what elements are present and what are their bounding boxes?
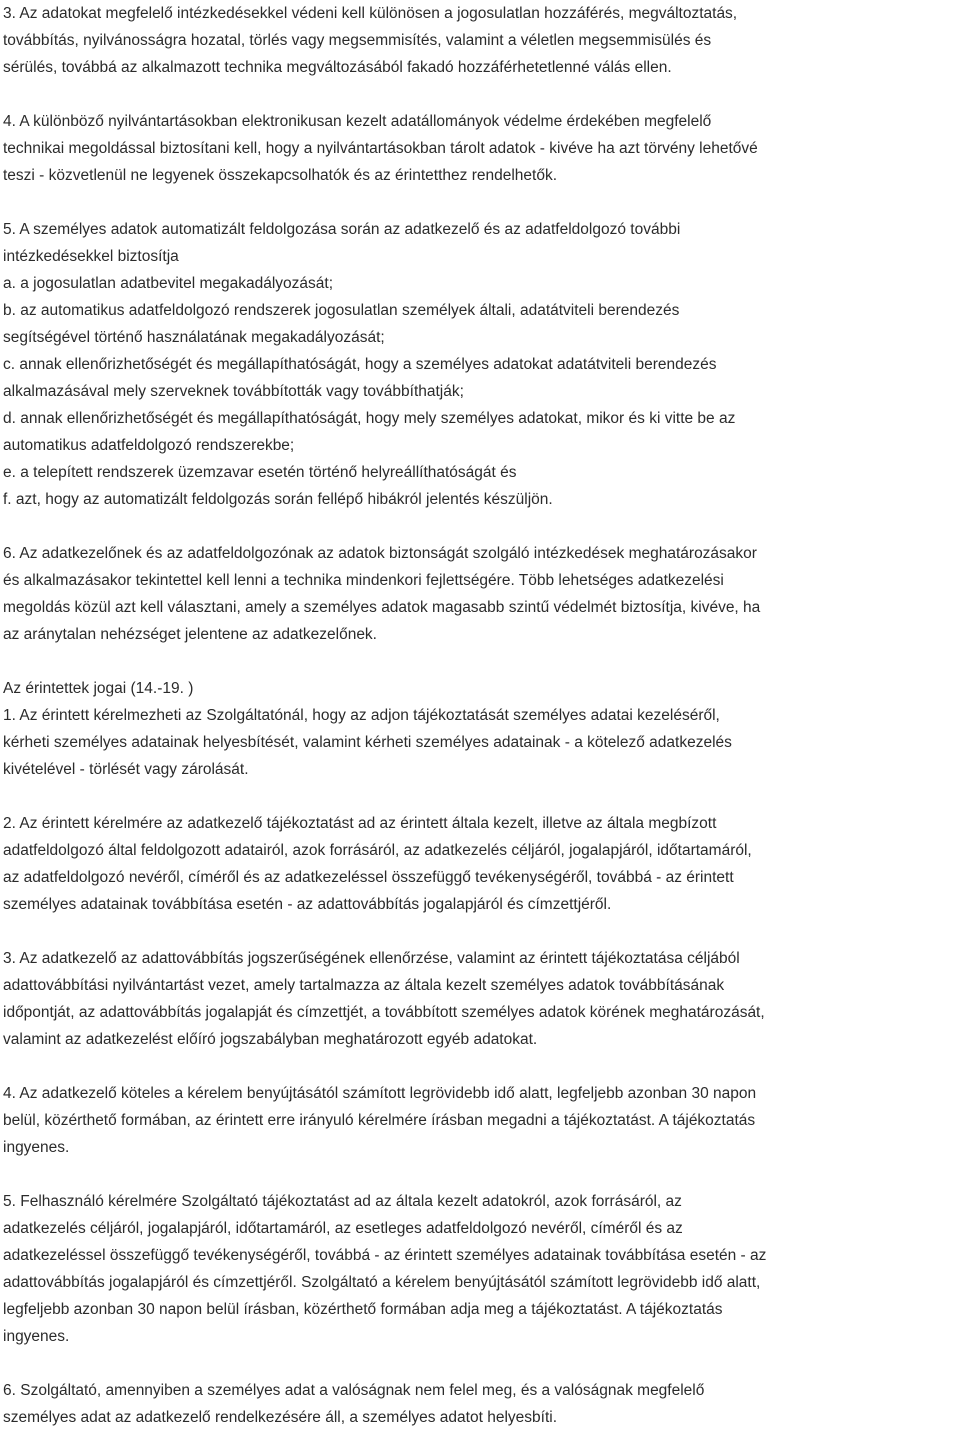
rights-paragraph-1 (3, 702, 957, 783)
text-line: valamint az adatkezelést előíró jogszabályban meghatározott egyéb adatokat. (3, 1031, 538, 1048)
text-line: 4. Az adatkezelő köteles a kérelem benyújtásától számított legrövidebb idő alatt, legfeljebb azonban 30 napon (3, 1085, 757, 1102)
text-line: automatikus adatfeldolgozó rendszerekbe; (3, 437, 295, 454)
text-line: adatkezelés céljáról, jogalapjáról, időtartamáról, az esetleges adatfeldolgozó nevéről, címéről és az (3, 1220, 683, 1237)
text-line: 6. Szolgáltató, amennyiben a személyes adat a valóságnak nem felel meg, és a valóságnak megfelelő (3, 1382, 705, 1399)
paragraph-section-3 (3, 0, 957, 81)
text-line: adattovábbítási nyilvántartást vezet, amely tartalmazza az általa kezelt személyes adatok továbbításának (3, 977, 725, 994)
list-item-b: b. az automatikus adatfeldolgozó rendszerek jogosulatlan személyek általi, adatátviteli berendezés (3, 302, 680, 319)
text-line: megoldás közül azt kell választani, amely a személyes adatok magasabb szintű védelmét biztosítja, kivéve, ha (3, 599, 761, 616)
text-line: teszi - közvetlenül ne legyenek összekapcsolhatók és az érintetthez rendelhetők. (3, 167, 558, 184)
text-line: az aránytalan nehézséget jelentene az adatkezelőnek. (3, 626, 377, 643)
text-line: 1. Az érintett kérelmezheti az Szolgáltatónál, hogy az adjon tájékoztatását személyes adatai kezeléséről, (3, 707, 720, 724)
text-line: ingyenes. (3, 1139, 70, 1156)
text-line: időpontját, az adattovábbítás jogalapját és címzettjét, a továbbított személyes adatok körének meghatározását, (3, 1004, 765, 1021)
text-line: adattovábbítás jogalapjáról és címzettjéről. Szolgáltató a kérelem benyújtásától számított legrövidebb idő alatt, (3, 1274, 761, 1291)
list-item-e: e. a telepített rendszerek üzemzavar esetén történő helyreállíthatóságát és (3, 464, 517, 481)
paragraph-section-4 (3, 108, 957, 189)
text-line: 4. A különböző nyilvántartásokban elektronikusan kezelt adatállományok védelme érdekében megfelelő (3, 113, 712, 130)
text-line: 5. A személyes adatok automatizált feldolgozása során az adatkezelő és az adatfeldolgozó további (3, 221, 681, 238)
rights-paragraph-5 (3, 1188, 957, 1350)
list-item-c: c. annak ellenőrizhetőségét és megállapíthatóságát, hogy a személyes adatokat adatátviteli berendezés (3, 356, 717, 373)
text-line: segítségével történő használatának megakadályozását; (3, 329, 385, 346)
text-line: és alkalmazásakor tekintettel kell lenni a technika mindenkori fejlettségére. Több lehetséges adatkezelési (3, 572, 724, 589)
text-line: kivételével - törlését vagy zárolását. (3, 761, 249, 778)
list-item-f: f. azt, hogy az automatizált feldolgozás során fellépő hibákról jelentés készüljön. (3, 491, 553, 508)
text-line: az adatfeldolgozó nevéről, címéről és az adatkezeléssel összefüggő tevékenységéről, továbbá - az érintett (3, 869, 734, 886)
text-line: 3. Az adatokat megfelelő intézkedésekkel védeni kell különösen a jogosulatlan hozzáférés, megváltoztatás, (3, 5, 738, 22)
rights-paragraph-2 (3, 810, 957, 918)
list-item-a: a. a jogosulatlan adatbevitel megakadályozását; (3, 275, 334, 292)
list-item-d: d. annak ellenőrizhetőségét és megállapíthatóságát, hogy mely személyes adatokat, mikor és ki vitte be az (3, 410, 736, 427)
text-line: 5. Felhasználó kérelmére Szolgáltató tájékoztatást ad az általa kezelt adatokról, azok forrásáról, az (3, 1193, 682, 1210)
text-line: legfeljebb azonban 30 napon belül írásban, közérthető formában adja meg a tájékoztatást. A tájékoztatás (3, 1301, 723, 1318)
text-line: továbbítás, nyilvánosságra hozatal, törlés vagy megsemmisítés, valamint a véletlen megsemmisülés és (3, 32, 712, 49)
text-line: 6. Az adatkezelőnek és az adatfeldolgozónak az adatok biztonságát szolgáló intézkedések meghatározásakor (3, 545, 757, 562)
text-line: személyes adatainak továbbítása esetén - az adattovábbítás jogalapjáról és címzettjéről. (3, 896, 612, 913)
text-line: intézkedésekkel biztosítja (3, 248, 179, 265)
text-line: belül, közérthető formában, az érintett erre irányuló kérelmére írásban megadni a tájékoztatást. A tájékoztatás (3, 1112, 756, 1129)
paragraph-section-6 (3, 540, 957, 648)
text-line: 3. Az adatkezelő az adattovábbítás jogszerűségének ellenőrzése, valamint az érintett tájékoztatása céljából (3, 950, 740, 967)
text-line: ingyenes. (3, 1328, 70, 1345)
text-line: adatfeldolgozó által feldolgozott adatairól, azok forrásáról, az adatkezelés céljáról, jogalapjáról, időtartamáról, (3, 842, 752, 859)
text-line: adatkezeléssel összefüggő tevékenységéről, továbbá - az érintett személyes adatainak továbbítása esetén - az (3, 1247, 767, 1264)
text-line: 2. Az érintett kérelmére az adatkezelő tájékoztatást ad az érintett általa kezelt, illetve az általa megbízott (3, 815, 717, 832)
text-line: alkalmazásával mely szerveknek továbbították vagy továbbíthatják; (3, 383, 464, 400)
rights-heading: Az érintettek jogai (14.-19. ) (3, 680, 194, 697)
rights-paragraph-6 (3, 1377, 957, 1431)
text-line: sérülés, továbbá az alkalmazott technika megváltozásából fakadó hozzáférhetetlenné válás ellen. (3, 59, 672, 76)
paragraph-section-5 (3, 216, 957, 513)
rights-paragraph-4 (3, 1080, 957, 1161)
text-line: technikai megoldással biztosítani kell, hogy a nyilvántartásokban tárolt adatok - kivéve ha azt törvény lehetővé (3, 140, 758, 157)
text-line: kérheti személyes adatainak helyesbítését, valamint kérheti személyes adatainak - a kötelező adatkezelés (3, 734, 732, 751)
rights-paragraph-3 (3, 945, 957, 1053)
text-line: személyes adat az adatkezelő rendelkezésére áll, a személyes adatot helyesbíti. (3, 1409, 557, 1426)
